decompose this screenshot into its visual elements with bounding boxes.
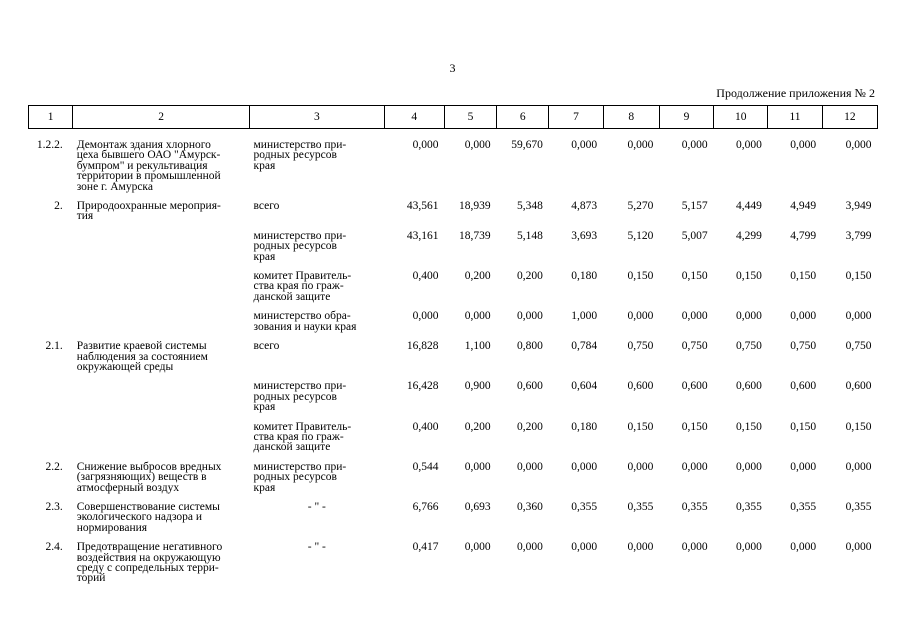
header-cell: 2 [73, 106, 250, 129]
row-value: 0,150 [736, 270, 762, 283]
row-value: 0,000 [571, 541, 598, 554]
row-agency: - " - [307, 500, 326, 513]
row-agency: всего [253, 340, 280, 353]
row-agency: министерство при- родных ресурсов края [253, 139, 347, 172]
row-value: 0,000 [736, 541, 762, 554]
row-value: 0,355 [845, 500, 872, 513]
row-value: 0,750 [736, 340, 762, 353]
continuation-label: Продолжение приложения № 2 [716, 86, 875, 100]
row-value: 0,900 [464, 380, 491, 393]
row-value: 5,157 [681, 200, 708, 213]
table-row [29, 129, 878, 193]
row-code: 2. [54, 200, 63, 213]
row-value: 0,150 [845, 270, 872, 283]
row-code [29, 222, 73, 262]
row-value: 16,428 [406, 380, 439, 393]
row-value: 0,600 [790, 380, 817, 393]
row-value: 4,873 [571, 200, 598, 213]
row-value: 18,739 [459, 229, 491, 242]
row-agency: комитет Правитель- ства края по граж- данской защите [253, 420, 352, 454]
row-value: 0,000 [412, 310, 439, 323]
row-name: Развитие краевой системы наблюдения за состоянием окружающей среды [76, 340, 208, 373]
row-name: Снижение выбросов вредных (загрязняющих) веществ в атмосферный воздух [76, 460, 222, 494]
row-name: Демонтаж здания хлорного цеха бывшего ОАО "Амурск- бумпром" и рекультивация территории в промышленной зоне г. Амурска [76, 139, 221, 193]
row-name [73, 302, 250, 332]
row-code [29, 262, 73, 302]
row-value: 0,417 [412, 541, 439, 554]
row-name [73, 372, 250, 412]
table-row [29, 453, 878, 493]
row-value: 0,750 [790, 340, 817, 353]
row-value: 0,150 [790, 420, 817, 433]
table-row [29, 413, 878, 453]
row-value: 3,799 [845, 229, 872, 242]
row-value: 0,000 [736, 460, 762, 473]
row-value: 59,670 [511, 139, 543, 151]
row-value: 1,000 [571, 310, 598, 323]
row-value: 0,360 [517, 500, 543, 513]
row-name: Природоохранные мероприя- тия [76, 200, 221, 223]
row-value: 0,000 [790, 139, 817, 151]
row-value: 43,561 [406, 200, 439, 213]
row-value: 16,828 [406, 340, 439, 353]
row-value: 0,000 [845, 541, 872, 554]
row-value: 0,150 [681, 270, 708, 283]
row-name: Предотвращение негативного воздействия на окружающую среду с сопредельных терри- торий [76, 541, 223, 585]
row-code [29, 372, 73, 412]
row-value: 0,600 [517, 380, 543, 393]
row-value: 0,200 [464, 270, 491, 283]
row-value: 6,766 [412, 500, 439, 513]
row-value: 18,939 [459, 200, 491, 213]
row-value: 0,800 [517, 340, 543, 353]
row-name [73, 413, 250, 453]
header-cell: 7 [549, 106, 603, 129]
row-value: 0,355 [681, 500, 708, 513]
row-value: 3,693 [571, 229, 598, 242]
table-row [29, 192, 878, 222]
header-cell: 11 [768, 106, 822, 129]
row-value: 0,150 [736, 420, 762, 433]
row-value: 0,000 [464, 541, 491, 554]
table-row [29, 372, 878, 412]
row-value: 4,449 [736, 200, 762, 213]
row-value: 0,355 [736, 500, 762, 513]
header-cell: 6 [497, 106, 549, 129]
row-value: 0,000 [736, 139, 762, 151]
row-value: 0,200 [464, 420, 491, 433]
row-value: 0,000 [681, 310, 708, 323]
table-body [29, 129, 878, 584]
row-agency: министерство при- родных ресурсов края [253, 460, 347, 494]
row-agency: министерство при- родных ресурсов края [253, 229, 347, 263]
header-cell: 5 [444, 106, 496, 129]
row-value: 0,000 [627, 310, 654, 323]
row-name: Совершенствование системы экологического надзора и нормирования [76, 500, 220, 534]
header-cell: 3 [250, 106, 385, 129]
row-value: 0,150 [627, 420, 654, 433]
row-value: 0,150 [790, 270, 817, 283]
row-value: 0,000 [517, 310, 543, 323]
header-row [29, 106, 878, 129]
row-code: 1.2.2. [36, 139, 63, 151]
row-value: 0,750 [627, 340, 654, 353]
row-value: 0,693 [464, 500, 491, 513]
row-value: 0,000 [627, 139, 654, 151]
header-cell: 10 [714, 106, 768, 129]
row-value: 0,544 [412, 460, 439, 473]
row-value: 0,000 [790, 310, 817, 323]
row-value: 0,000 [845, 460, 872, 473]
row-value: 0,000 [627, 460, 654, 473]
row-value: 0,000 [517, 460, 543, 473]
row-value: 0,150 [845, 420, 872, 433]
row-value: 5,007 [681, 229, 708, 242]
row-value: 5,348 [517, 200, 543, 213]
row-value: 0,000 [681, 541, 708, 554]
row-value: 0,000 [681, 139, 708, 151]
row-value: 0,750 [681, 340, 708, 353]
table-row [29, 533, 878, 584]
row-value: 0,600 [845, 380, 872, 393]
row-value: 0,180 [571, 270, 598, 283]
row-value: 4,799 [790, 229, 817, 242]
table-row [29, 302, 878, 332]
header-cell: 1 [29, 106, 73, 129]
row-name [73, 222, 250, 262]
row-value: 0,000 [464, 310, 491, 323]
row-value: 0,600 [627, 380, 654, 393]
header-cell: 9 [659, 106, 713, 129]
row-code: 2.2. [45, 460, 63, 473]
header-cell: 4 [384, 106, 444, 129]
row-value: 0,200 [517, 420, 543, 433]
row-value: 0,000 [790, 541, 817, 554]
row-name [73, 262, 250, 302]
page-number: 3 [449, 61, 456, 75]
row-value: 0,000 [627, 541, 654, 554]
row-agency: - " - [307, 541, 326, 554]
table-row [29, 222, 878, 262]
row-value: 5,120 [627, 229, 654, 242]
row-code [29, 413, 73, 453]
header-cell: 12 [822, 106, 877, 129]
row-code: 2.3. [45, 500, 63, 513]
row-agency: министерство при- родных ресурсов края [253, 380, 347, 414]
row-value: 0,200 [517, 270, 543, 283]
row-code [29, 302, 73, 332]
row-value: 0,600 [681, 380, 708, 393]
row-value: 0,000 [736, 310, 762, 323]
row-value: 0,150 [681, 420, 708, 433]
row-value: 0,400 [412, 420, 439, 433]
row-agency: министерство обра- зования и науки края [253, 310, 357, 333]
row-value: 0,604 [571, 380, 598, 393]
row-value: 0,784 [571, 340, 598, 353]
row-agency: комитет Правитель- ства края по граж- данской защите [253, 270, 352, 303]
row-value: 0,355 [790, 500, 817, 513]
row-value: 0,000 [845, 310, 872, 323]
row-value: 0,000 [790, 460, 817, 473]
table-row [29, 262, 878, 302]
row-value: 0,180 [571, 420, 598, 433]
row-value: 0,000 [571, 460, 598, 473]
row-value: 0,000 [464, 460, 491, 473]
row-value: 0,400 [412, 270, 439, 283]
row-value: 0,355 [571, 500, 598, 513]
row-value: 5,148 [517, 229, 543, 242]
appendix-table [28, 105, 878, 584]
row-value: 0,000 [464, 139, 491, 151]
row-value: 0,150 [627, 270, 654, 283]
row-value: 0,750 [845, 340, 872, 353]
row-value: 0,355 [627, 500, 654, 513]
row-value: 4,949 [790, 200, 817, 213]
row-agency: всего [253, 200, 280, 213]
row-value: 0,600 [736, 380, 762, 393]
row-value: 1,100 [464, 340, 491, 353]
row-value: 0,000 [571, 139, 598, 151]
table-row [29, 332, 878, 372]
row-code: 2.4. [45, 541, 63, 554]
row-value: 0,000 [845, 139, 872, 151]
row-value: 0,000 [412, 139, 439, 151]
row-value: 3,949 [845, 200, 872, 213]
row-value: 4,299 [736, 229, 762, 242]
row-code: 2.1. [45, 340, 63, 353]
row-value: 0,000 [681, 460, 708, 473]
row-value: 43,161 [406, 229, 439, 242]
header-cell: 8 [603, 106, 659, 129]
row-value: 5,270 [627, 200, 654, 213]
table-row [29, 493, 878, 533]
row-value: 0,000 [517, 541, 543, 554]
